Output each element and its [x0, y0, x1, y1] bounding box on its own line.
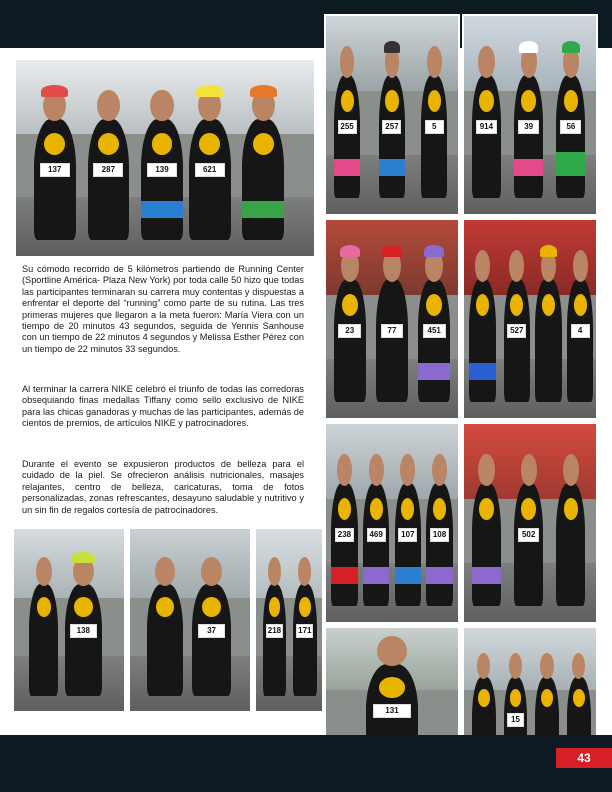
- race-bib: 15: [507, 713, 524, 727]
- race-bib: 39: [518, 120, 539, 134]
- race-bib: 108: [430, 528, 449, 542]
- race-bib: 469: [367, 528, 386, 542]
- race-bib: 451: [423, 324, 446, 338]
- runner: [88, 119, 130, 241]
- runner: [65, 584, 102, 697]
- race-bib: 527: [507, 324, 526, 338]
- runner: [421, 75, 447, 198]
- runner: [263, 584, 287, 697]
- race-bib: 287: [93, 163, 123, 177]
- race-bib: 139: [147, 163, 177, 177]
- runner: [514, 483, 543, 606]
- race-bib: 107: [398, 528, 417, 542]
- bottom-dark-band: [0, 735, 612, 792]
- photo-four-runners: [324, 422, 460, 624]
- runner: [376, 279, 408, 402]
- photo-two-runners: [128, 527, 252, 713]
- runner: [395, 483, 421, 606]
- race-bib: 56: [560, 120, 581, 134]
- race-bib: 131: [373, 704, 411, 718]
- article-paragraph-1: Su cómodo recorrido de 5 kilómetros partiendo de Running Center (Sportline América- Plaza New York) por toda calle 50 hizo que todas las participantes terminaran su carrera muy contentas y dispuestas a enfrentar el deporte del “running” como parte de su rutina. Las tres primeras mujeres que llegaron a la meta fueron: María Viera con un tiempo de 20 minutos 43 segundos, seguida de Yennis Sanhouse con un tiempo de 22 minutos 4 segundos y Melissa Esther Pérez con un tiempo de 22 minutos 33 segundos.: [22, 264, 304, 354]
- runner: [469, 279, 495, 402]
- runner: [379, 75, 405, 198]
- race-bib: 255: [338, 120, 357, 134]
- race-bib: 138: [70, 624, 97, 638]
- race-bib: 137: [40, 163, 70, 177]
- photo-runners-costumes: [462, 14, 598, 216]
- runner: [29, 584, 58, 697]
- runner: [363, 483, 389, 606]
- race-bib: 238: [335, 528, 354, 542]
- runner: [504, 279, 530, 402]
- race-bib: 4: [571, 324, 590, 338]
- runner: [556, 75, 585, 198]
- race-bib: 37: [198, 624, 226, 638]
- runner: [514, 75, 543, 198]
- race-bib: 5: [425, 120, 444, 134]
- race-bib: 621: [195, 163, 225, 177]
- runner: [189, 119, 231, 241]
- race-bib: 171: [296, 624, 313, 638]
- runner: [418, 279, 450, 402]
- photo-group-crouching: [462, 218, 598, 420]
- photo-runners-street-race: [254, 527, 324, 713]
- photo-group-runners: [14, 58, 316, 258]
- runner: [426, 483, 452, 606]
- photo-runner-green-cap: [12, 527, 126, 713]
- runner: [334, 279, 366, 402]
- runner: [34, 119, 76, 241]
- article-paragraph-3: Durante el evento se expusieron productos de belleza para el cuidado de la piel. Se ofrecieron análisis nutricionales, masajes relajantes, centro de belleza, caricaturas, toma de fotos personalizadas, zonas refrescantes, desayuno saludable y nutritivo y un sin fin de regalos cortesía de patrocinadores.: [22, 459, 304, 515]
- race-bib: 218: [266, 624, 283, 638]
- runner: [141, 119, 183, 241]
- photo-runners-cheering: [462, 422, 598, 624]
- race-bib: 23: [338, 324, 361, 338]
- runner: [334, 75, 360, 198]
- runner: [147, 584, 183, 697]
- runner: [567, 279, 593, 402]
- page-number: 43: [556, 748, 612, 768]
- runner: [331, 483, 357, 606]
- article-paragraph-2: Al terminar la carrera NIKE celebró el triunfo de todas las corredoras obsequiando finas medallas Tiffany como sello exclusivo de NIKE para las chicas ganadoras y muchas de las participantes, además de cientos de premios, de artículos NIKE y patrocinadores.: [22, 384, 304, 429]
- runner: [293, 584, 317, 697]
- race-bib: 77: [381, 324, 404, 338]
- runner: [472, 75, 501, 198]
- race-bib: 914: [476, 120, 497, 134]
- runner: [242, 119, 284, 241]
- runner: [556, 483, 585, 606]
- runner: [472, 483, 501, 606]
- runner: [535, 279, 561, 402]
- photo-runners-street: [324, 14, 460, 216]
- race-bib: 257: [382, 120, 401, 134]
- photo-three-runners: [324, 218, 460, 420]
- race-bib: 502: [518, 528, 539, 542]
- runner: [192, 584, 230, 697]
